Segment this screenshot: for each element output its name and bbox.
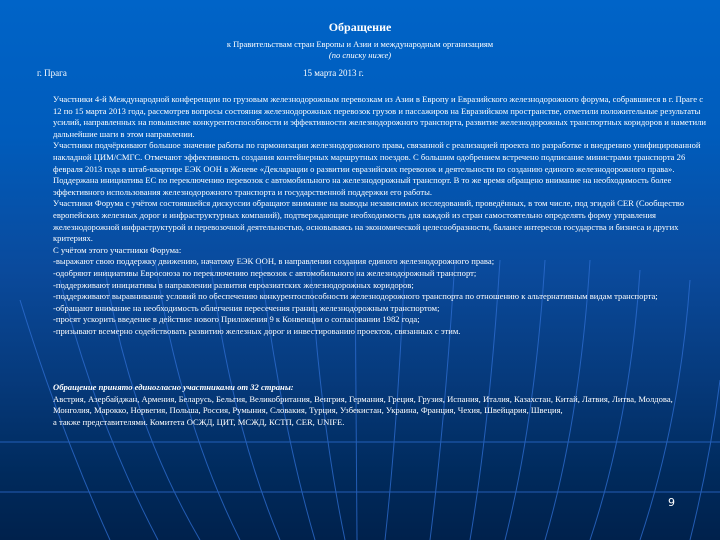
slide-subnote: (по списку ниже): [328, 50, 392, 60]
paragraph: С учётом этого участники Форума:: [53, 244, 182, 255]
adoption-section: [53, 382, 713, 428]
resolution-item: -просят ускорить введение в действие нового Приложения 9 к Конвенции о согласовании 1982 года;: [53, 314, 420, 325]
adoption-heading: Обращение принято единогласно участниками от 32 страны:: [53, 382, 294, 392]
slide-subtitle: к Правительствам стран Европы и Азии и международным организациям: [226, 39, 494, 49]
paragraph: Участники 4-й Международной конференции по грузовым железнодорожным перевозкам из Азии в Европу и Евразийского железнодорожного форума, собравшиеся в г. Праге с 12 по 15 марта 2013 года, рассмотрев вопросы состояния железнодорожных перевозок грузов и пассажиров на Евразийском пространстве, отметили положительные результаты усилий, направленных на повышение конкурентоспособности и эффективности железнодорожного транспорта, развитие железнодорожных транспортных коридоров и наметили дальнейшие шаги в этом направлении.: [53, 94, 706, 139]
resolution-item: -поддерживают инициативы в направлении развития евроазиатских железнодорожных коридоров;: [53, 279, 414, 290]
country-list: Австрия, Азербайджан, Армения, Беларусь, Бельгия, Великобритания, Венгрия, Германия, Греция, Грузия, Испания, Италия, Казахстан, Китай, Латвия, Литва, Молдова, Монголия, Марокко, Норвегия, Польша, Россия, Румыния, Словакия, Турция, Узбекистан, Украина, Франция, Чехия, Швейцария, Швеция,: [53, 393, 673, 416]
page-number: 9: [668, 496, 675, 509]
resolution-list: [53, 256, 713, 337]
resolution-item: -обращают внимание на необходимость облегчения пересечения границ железнодорожным транспортом;: [53, 302, 440, 313]
appeal-body: [53, 94, 713, 337]
resolution-item: -одобряют инициативы Евросоюза по переключению перевозок с автомобильного на железнодорожный транспорт;: [53, 267, 477, 278]
document-date: 15 марта 2013 г.: [303, 68, 364, 78]
resolution-item: -призывают всемерно содействовать развитию железных дорог и инвестированию проектов, связанных с этим.: [53, 325, 461, 336]
organization-list: а также представителями. Комитета ОСЖД, ЦИТ, МСЖД, КСТП, CER, UNIFE.: [53, 416, 345, 427]
slide-title: Обращение: [328, 20, 392, 34]
paragraph: Участники Форума с учётом состоявшейся дискуссии обращают внимание на выводы независимых исследований, проведённых, в том числе, под эгидой CER (Сообщество европейских железных дорог и инфраструктурных компаний), подтверждающие необходимость для каждой из стран самостоятельно определять форму управления железнодорожной инфраструктурой и перевозочной деятельностью, основываясь на экономической целесообразности, балансе интересов государства и бизнеса и других критериях.: [53, 198, 685, 244]
paragraph: Участники подчёркивают большое значение работы по гармонизации железнодорожного права, связанной с реализацией проекта по разработке и внедрению унифицированной накладной ЦИМ/СМГС. Отмечают эффективность создания контейнерных маршрутных поездов. С большим одобрением встречено подписание министрами транспорта 26 февраля 2013 года в штаб-квартире ЕЭК ООН в Женеве «Декларации о развитии евразийских перевозок и деятельности по созданию единого железнодорожного права». Поддержана инициатива ЕС по переключению перевозок с автомобильного на железнодорожный транспорт. В то же время обращено внимание на необходимость более эффективного использования железнодорожного транспорта и государственной поддержки его работы.: [53, 140, 701, 197]
resolution-item: -выражают свою поддержку движению, начатому ЕЭК ООН, в направлении создания единого железнодорожного права;: [53, 256, 495, 267]
resolution-item: -поддерживают выравнивание условий по обеспечению конкурентоспособности железнодорожного транспорта по отношению к альтернативным видам транспорта;: [53, 291, 658, 302]
document-place: г. Прага: [37, 68, 67, 78]
